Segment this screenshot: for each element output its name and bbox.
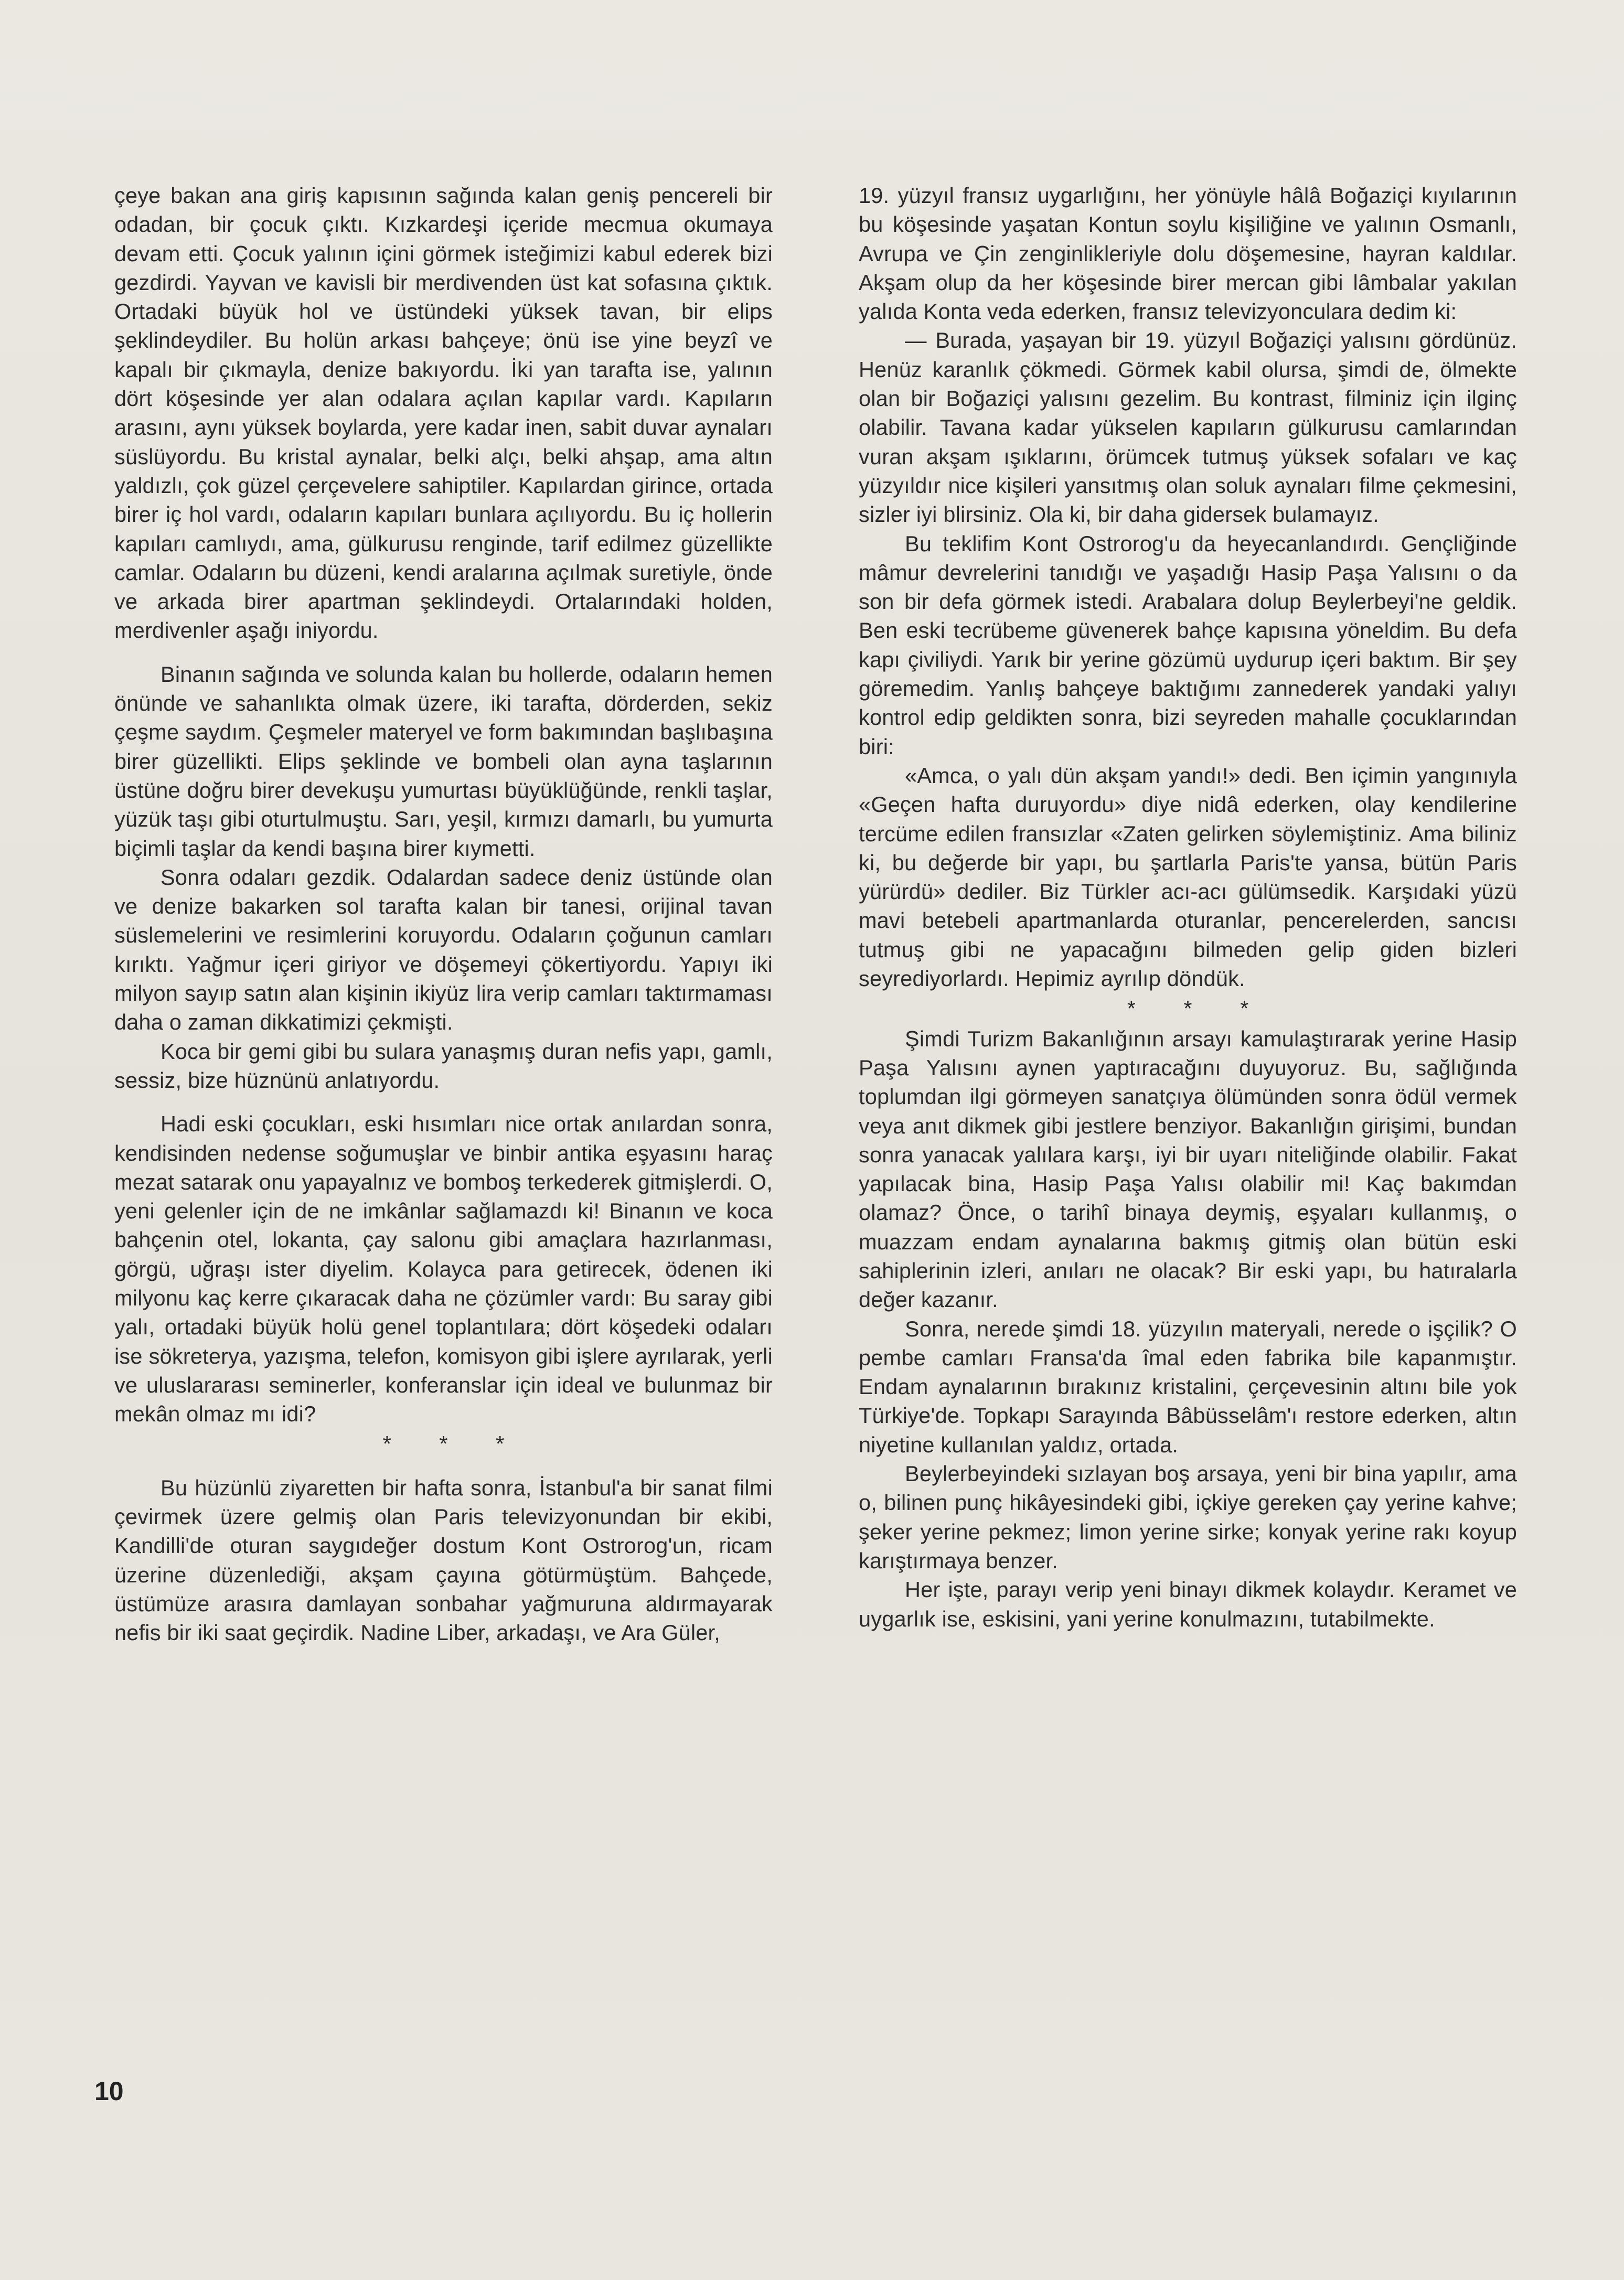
paragraph: Bu teklifim Kont Ostrorog'u da heyecanlandırdı. Gençliğinde mâmur devrelerini tanıdığı ve yaşadığı Hasip Paşa Yalısını o da son bir defa görmek istedi. Arabalara dolup Beylerbeyi'ne geldik. Ben eski tecrübeme güvenerek bahçe kapısına yöneldim. Bu defa kapı çiviliydi. Yarık bir yerine gözümü uydurup içeri baktım. Bir şey göremedim. Yanlış bahçeye baktığımı zannederek yandaki yalıyı kontrol edip geldikten sonra, bizi seyreden mahalle çocuklarından biri:	[859, 531, 1517, 759]
paragraph: 19. yüzyıl fransız uygarlığını, her yönüyle hâlâ Boğaziçi kıyılarının bu köşesinde yaşatan Kontun soylu kişiliğine ve yalının Osmanlı, Avrupa ve Çin zenginlikleriyle dolu döşemesine, hayran kaldılar. Akşam olup da her köşesinde birer mercan gibi lâmbalar yakılan yalıda Konta veda ederken, fransız televizyonculara dedim ki:	[859, 183, 1517, 324]
paragraph: Beylerbeyindeki sızlayan boş arsaya, yeni bir bina yapılır, ama o, bilinen punç hikâyesindeki gibi, içkiye gereken çay yerine kahve; şeker yerine pekmez; limon yerine sirke; konyak yerine rakı koyup karıştırmaya benzer.	[859, 1461, 1517, 1573]
paragraph: «Amca, o yalı dün akşam yandı!» dedi. Ben içimin yangınıyla «Geçen hafta duruyordu» diye nidâ ederken, olay kendilerine tercüme edilen fransızlar «Zaten gelirken söylemiştiniz. Ama biliniz ki, bu değerde bir yapı, bu şartlarla Paris'te yansa, bütün Paris yürürdü» dediler. Biz Türkler acı-acı gülümsedik. Karşıdaki yüzü mavi betebeli apartmanlarda oturanlar, pencerelerden, sancısı tutmuş gibi ne yapacağını bilmeden gelip giden bizleri seyrediyorlardı. Hepimiz ayrılıp döndük.	[859, 763, 1517, 991]
paragraph: Her işte, parayı verip yeni binayı dikmek kolaydır. Keramet ve uygarlık ise, eskisini, yani yerine konulmazını, tutabilmekte.	[859, 1577, 1517, 1631]
paragraph: — Burada, yaşayan bir 19. yüzyıl Boğaziçi yalısını gördünüz. Henüz karanlık çökmedi. Görmek kabil olursa, şimdi de, ölmekte olan bir Boğaziçi yalısını gezelim. Bu kontrast, filminiz için ilginç olabilir. Tavana kadar yükselen kapıların gülkurusu camlarından vuran akşam ışıklarını, örümcek tutmuş yüksek sofaları ve kaç yüzyıldır nice kişileri yansıtmış olan soluk aynaları filme çekmesini, sizler iyi blirsiniz. Ola ki, bir daha gidersek bulamayız.	[859, 328, 1517, 527]
page-number: 10	[94, 2076, 124, 2106]
paragraph: Sonra odaları gezdik. Odalardan sadece deniz üstünde olan ve denize bakarken sol tarafta kalan bir tanesi, orijinal tavan süslemelerini ve resimlerini koruyordu. Odaların çoğunun camları kırıktı. Yağmur içeri giriyor ve döşemeyi çökertiyordu. Yapıyı iki milyon sayıp satın alan kişinin ikiyüz lira verip camları taktırmaması daha o zaman dikkatimizi çekmişti.	[114, 864, 773, 1035]
paragraph: Şimdi Turizm Bakanlığının arsayı kamulaştırarak yerine Hasip Paşa Yalısını aynen yaptıracağını duyuyoruz. Bu, sağlığında toplumdan ilgi görmeyen sanatçıya ölümünden sonra ödül vermek veya anıt dikmek gibi jestlere benziyor. Bakanlığın girişimi, bundan sonra yanacak yalılara karşı, iyi bir uyarı niteliğinde olabilir. Fakat yapılacak bina, Hasip Paşa Yalısı olabilir mi! Kaç bakımdan olamaz? Önce, o tarihî binaya deymiş, eşyaları kullanmış, o muazzam endam aynalarına bakmış gitmiş olan bütün eski sahiplerinin izleri, anıları ne olacak? Bir eski yapı, bu hatıralarla değer kazanır.	[859, 1026, 1517, 1312]
paragraph: Bu hüzünlü ziyaretten bir hafta sonra, İstanbul'a bir sanat filmi çevirmek üzere gelmiş olan Paris televizyonundan bir ekibi, Kandilli'de oturan saygıdeğer dostum Kont Ostrorog'un, ricam üzerine düzenlediği, akşam çayına götürmüştüm. Bahçede, üstümüze arasıra damlayan sonbahar yağmuruna aldırmayarak nefis bir iki saat geçirdik. Nadine Liber, arkadaşı, ve Ara Güler,	[114, 1475, 773, 1645]
paragraph: Hadi eski çocukları, eski hısımları nice ortak anılardan sonra, kendisinden nedense soğumuşlar ve binbir antika eşyasını haraç mezat satarak onu yapayalnız ve bomboş terkederek gitmişlerdi. O, yeni gelenler için de ne imkânlar sağlamazdı ki! Binanın ve koca bahçenin otel, lokanta, çay salonu gibi amaçlara hazırlanması, görgü, uğraşı ister diyelim. Kolayca para getirecek, ödenen iki milyonu kaç kerre çıkaracak daha ne çözümler vardı: Bu saray gibi yalı, ortadaki büyük holü genel toplantılara; dört köşedeki odaları ise sökreterya, yazışma, telefon, komisyon gibi işlere ayrılarak, yerli ve uluslararası seminerler, konferanslar için ideal ve bulunmaz bir mekân olmaz mı idi?	[114, 1111, 773, 1427]
left-column	[114, 181, 773, 1647]
paragraph: Sonra, nerede şimdi 18. yüzyılın materyali, nerede o işçilik? O pembe camları Fransa'da îmal eden fabrika bile kapanmıştır. Endam aynalarının bırakınız kristalini, çerçevesinin altını bile yok Türkiye'de. Topkapı Sarayında Bâbüsselâm'ı restore ederken, altın niyetine kullanılan yaldız, ortada.	[859, 1316, 1517, 1457]
right-column	[859, 181, 1517, 1633]
paragraph: Koca bir gemi gibi bu sulara yanaşmış duran nefis yapı, gamlı, sessiz, bize hüznünü anlatıyordu.	[114, 1039, 773, 1093]
paragraph: çeye bakan ana giriş kapısının sağında kalan geniş pencereli bir odadan, bir çocuk çıktı. Kızkardeşi içeride mecmua okumaya devam etti. Çocuk yalının içini görmek isteğimizi kabul ederek bizi gezdirdi. Yayvan ve kavisli bir merdivenden üst kat sofasına çıktık. Ortadaki büyük hol ve üstündeki yüksek tavan, bir elips şeklindeydiler. Bu holün arkası bahçeye; önü ise yine beyzî ve kapalı bir çıkmayla, denize bakıyordu. İki yan tarafta ise, yalının dört köşesinde yer alan odalara açılan kapılar vardı. Kapıların arasını, aynı yüksek boylarda, yere kadar inen, sabit duvar aynaları süslüyordu. Bu kristal aynalar, belki alçı, belki ahşap, ama altın yaldızlı, çok güzel çerçevelere sahiptiler. Kapılardan girince, ortada birer iç hol vardı, odaların kapıları bunlara açılıyordu. Bu iç hollerin kapıları camlıydı, ama, gülkurusu renginde, tarif edilmez güzellikte camlar. Odaların bu düzeni, kendi aralarına açılmak suretiyle, önde ve arkada birer apartman şeklindeydi. Ortalarındaki holden, merdivenler aşağı iniyordu.	[114, 183, 773, 643]
section-separator: * * *	[1127, 996, 1270, 1021]
paragraph: Binanın sağında ve solunda kalan bu hollerde, odaların hemen önünde ve sahanlıkta olmak üzere, iki tarafta, dörderden, sekiz çeşme saydım. Çeşmeler materyel ve form bakımından başlıbaşına birer güzellikti. Elips şeklinde ve bombeli olan ayna taşlarının üstüne doğru birer devekuşu yumurtası büyüklüğünde, renkli taşlar, yüzük taşı gibi oturtulmuştu. Sarı, yeşil, kırmızı damarlı, bu yumurta biçimli taşlar da kendi başına birer kıymetti.	[114, 661, 773, 861]
section-separator: * * *	[382, 1431, 526, 1457]
